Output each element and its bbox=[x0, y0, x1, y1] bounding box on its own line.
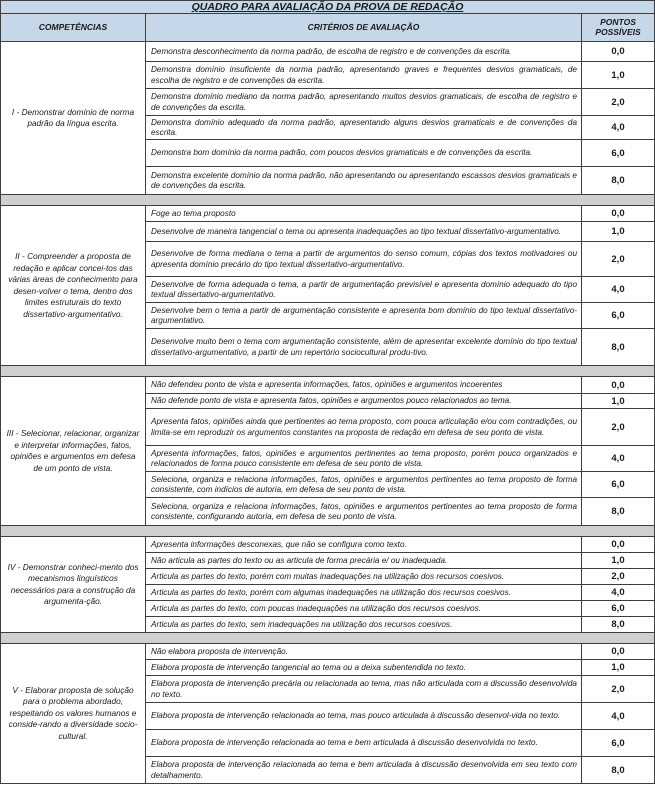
score-value: 1,0 bbox=[582, 62, 655, 89]
score-value: 1,0 bbox=[582, 660, 655, 676]
score-value: 4,0 bbox=[582, 116, 655, 140]
separator-row bbox=[0, 195, 655, 206]
criterio-text-content: Seleciona, organiza e relaciona informações, fatos, opiniões e argumentos pertinentes ao tema proposto de forma consistente, configurando autoria, em defesa de seu ponto de vista. bbox=[151, 501, 577, 521]
criterio-text bbox=[146, 617, 582, 633]
criterio-text-content: Articula as partes do texto, sem inadequações na utilização dos recursos coesivos. bbox=[151, 619, 453, 629]
criterio-text-content: Apresenta informações desconexas, que não se configura como texto. bbox=[151, 539, 407, 549]
criterio-text-content: Foge ao tema proposto bbox=[151, 208, 236, 218]
criterio-text-content: Elabora proposta de intervenção precária ou relacionada ao tema, mas não articulada com a discussão desenvolvida no texto. bbox=[151, 679, 577, 699]
score-value: 8,0 bbox=[582, 617, 655, 633]
separator-row bbox=[0, 633, 655, 644]
score-value: 8,0 bbox=[582, 329, 655, 366]
criterio-text bbox=[146, 62, 582, 89]
criterio-text-content: Apresenta informações, fatos, opiniões e argumentos pertinentes ao tema proposto, porém pouco organizados e relacionados de forma pouco consistente em defesa de seu ponto de vista. bbox=[151, 448, 577, 468]
score-value: 0,0 bbox=[582, 42, 655, 62]
criterio-text bbox=[146, 730, 582, 757]
criterio-text bbox=[146, 676, 582, 703]
score-value: 4,0 bbox=[582, 446, 655, 472]
criterio-text-content: Articula as partes do texto, com poucas inadequações na utilização dos recursos coesivos. bbox=[151, 603, 481, 613]
criterio-text bbox=[146, 377, 582, 394]
criterio-text bbox=[146, 446, 582, 472]
criterio-text-content: Apresenta fatos, opiniões ainda que pertinentes ao tema proposto, com pouca articulação e/ou com contradições, ou limita-se em reproduzir os argumentos constantes na proposta de redação em defesa de seu ponto de vista. bbox=[151, 417, 577, 437]
criterio-text-content: Desenvolve de forma mediana o tema a partir de argumentos do senso comum, cópias dos textos motivadores ou apresenta domínio precário do tipo textual dissertativo-argumentativo. bbox=[151, 249, 577, 269]
criterio-text-content: Demonstra domínio mediano da norma padrão, apresentando muitos desvios gramaticais, de escolha de registro e de convenções da escrita. bbox=[151, 92, 577, 112]
score-value: 4,0 bbox=[582, 703, 655, 730]
criterio-text-content: Demonstra excelente domínio da norma padrão, não apresentando ou apresentando escassos desvios gramaticais e de convenções da escrita. bbox=[151, 170, 577, 190]
criterio-text bbox=[146, 644, 582, 660]
criterio-text-content: Articula as partes do texto, porém com algumas inadequações na utilização dos recursos coesivos. bbox=[151, 587, 511, 597]
criterio-text bbox=[146, 537, 582, 553]
header-criterios: CRITÉRIOS DE AVALIAÇÃO bbox=[146, 14, 582, 42]
score-value: 2,0 bbox=[582, 409, 655, 446]
criterio-text-content: Elabora proposta de intervenção relacionada ao tema e bem articulada à discussão desenvolvida no texto. bbox=[151, 738, 538, 748]
criterio-text bbox=[146, 242, 582, 277]
criterio-text bbox=[146, 42, 582, 62]
competencia-label: I - Demonstrar domínio de norma padrão da língua escrita. bbox=[0, 42, 146, 195]
criterio-text bbox=[146, 585, 582, 601]
criterio-text-content: Demonstra domínio adequado da norma padrão, apresentando alguns desvios gramaticais e de convenções da escrita. bbox=[151, 117, 577, 137]
criterio-text bbox=[146, 222, 582, 242]
criterio-text-content: Demonstra desconhecimento da norma padrão, de escolha de registro e de convenções da escrita. bbox=[151, 46, 512, 56]
score-value: 4,0 bbox=[582, 585, 655, 601]
criterio-text-content: Desenvolve muito bem o tema com argumentação consistente, além de apresentar excelente domínio do tipo textual dissertativo-argumentativo, a partir de um repertório sociocultural produ-tivo. bbox=[151, 337, 577, 357]
criterio-text bbox=[146, 660, 582, 676]
competencia-label: V - Elaborar proposta de solução para o problema abordado, respeitando os valores humanos e conside-rando a diversidade socio-cultural. bbox=[0, 644, 146, 784]
criterio-text bbox=[146, 394, 582, 409]
score-value: 1,0 bbox=[582, 553, 655, 569]
criterio-text bbox=[146, 757, 582, 784]
criterio-text-content: Não elabora proposta de intervenção. bbox=[151, 646, 289, 656]
criterio-text bbox=[146, 569, 582, 585]
criterio-text bbox=[146, 329, 582, 366]
score-value: 0,0 bbox=[582, 644, 655, 660]
criterio-text bbox=[146, 277, 582, 303]
criterio-text bbox=[146, 409, 582, 446]
competencia-label: III - Selecionar, relacionar, organizar e interpretar informações, fatos, opiniões e argumentos em defesa de um ponto de vista. bbox=[0, 377, 146, 526]
score-value: 1,0 bbox=[582, 222, 655, 242]
criterio-text bbox=[146, 472, 582, 498]
score-value: 4,0 bbox=[582, 277, 655, 303]
criterio-text bbox=[146, 303, 582, 329]
header-pontos: PONTOS POSSÍVEIS bbox=[582, 14, 655, 42]
score-value: 0,0 bbox=[582, 537, 655, 553]
score-value: 8,0 bbox=[582, 167, 655, 195]
criterio-text-content: Elabora proposta de intervenção tangencial ao tema ou a deixa subentendida no texto. bbox=[151, 662, 466, 672]
criterio-text-content: Não defende ponto de vista e apresenta fatos, opiniões e argumentos pouco relacionados ao tema. bbox=[151, 396, 512, 406]
criterio-text bbox=[146, 703, 582, 730]
criterio-text-content: Não articula as partes do texto ou as articula de forma precária e/ ou inadequada. bbox=[151, 555, 448, 565]
score-value: 1,0 bbox=[582, 394, 655, 409]
criterio-text bbox=[146, 601, 582, 617]
score-value: 2,0 bbox=[582, 242, 655, 277]
competencia-label: IV - Demonstrar conheci-mento dos mecanismos linguísticos necessários para a construção da argumenta-ção. bbox=[0, 537, 146, 633]
separator-row bbox=[0, 526, 655, 537]
criterio-text-content: Desenvolve bem o tema a partir de argumentação consistente e apresenta bom domínio do tipo textual dissertativo-argumentativo. bbox=[151, 305, 577, 325]
criterio-text bbox=[146, 89, 582, 116]
competencia-label: II - Compreender a proposta de redação e aplicar concei-tos das várias áreas de conhecimento para desen-volver o tema, dentro dos limites estruturais do texto dissertativo-argumentativo. bbox=[0, 206, 146, 366]
criterio-text-content: Elabora proposta de intervenção relacionada ao tema, mas pouco articulada à discussão desenvol-vida no texto. bbox=[151, 711, 561, 721]
criterio-text-content: Articula as partes do texto, porém com muitas inadequações na utilização dos recursos coesivos. bbox=[151, 571, 505, 581]
criterio-text bbox=[146, 206, 582, 222]
criterio-text-content: Não defendeu ponto de vista e apresenta informações, fatos, opiniões e argumentos incoerentes bbox=[151, 380, 503, 390]
score-value: 2,0 bbox=[582, 676, 655, 703]
criterio-text-content: Elabora proposta de intervenção relacionada ao tema e bem articulada à discussão desenvolvida em seu texto com detalhamento. bbox=[151, 760, 577, 780]
header-competencias: COMPETÊNCIAS bbox=[0, 14, 146, 42]
criterio-text bbox=[146, 498, 582, 526]
criterio-text bbox=[146, 116, 582, 140]
table-title: QUADRO PARA AVALIAÇÃO DA PROVA DE REDAÇÃO bbox=[0, 0, 655, 14]
criterio-text-content: Demonstra bom domínio da norma padrão, com poucos desvios gramaticais e de convenções da escrita. bbox=[151, 148, 533, 158]
score-value: 2,0 bbox=[582, 89, 655, 116]
criterio-text-content: Desenvolve de maneira tangencial o tema ou apresenta inadequações ao tipo textual dissertativo-argumentativo. bbox=[151, 226, 562, 236]
criterio-text bbox=[146, 140, 582, 167]
score-value: 0,0 bbox=[582, 206, 655, 222]
criterio-text bbox=[146, 167, 582, 195]
score-value: 2,0 bbox=[582, 569, 655, 585]
criterio-text bbox=[146, 553, 582, 569]
score-value: 6,0 bbox=[582, 730, 655, 757]
score-value: 8,0 bbox=[582, 498, 655, 526]
score-value: 6,0 bbox=[582, 601, 655, 617]
score-value: 6,0 bbox=[582, 303, 655, 329]
separator-row bbox=[0, 366, 655, 377]
score-value: 0,0 bbox=[582, 377, 655, 394]
criterio-text-content: Desenvolve de forma adequada o tema, a partir de argumentação previsível e apresenta domínio adequado do tipo textual dissertativo-argumentativo. bbox=[151, 279, 577, 299]
score-value: 6,0 bbox=[582, 472, 655, 498]
score-value: 6,0 bbox=[582, 140, 655, 167]
score-value: 8,0 bbox=[582, 757, 655, 784]
criterio-text-content: Seleciona, organiza e relaciona informações, fatos, opiniões e argumentos pertinentes ao tema proposto de forma consistente, com indícios de autoria, em defesa de seu ponto de vista. bbox=[151, 474, 577, 494]
criterio-text-content: Demonstra domínio insuficiente da norma padrão, apresentando graves e frequentes desvios gramaticais, de escolha de registro e de convenções da escrita. bbox=[151, 65, 577, 85]
